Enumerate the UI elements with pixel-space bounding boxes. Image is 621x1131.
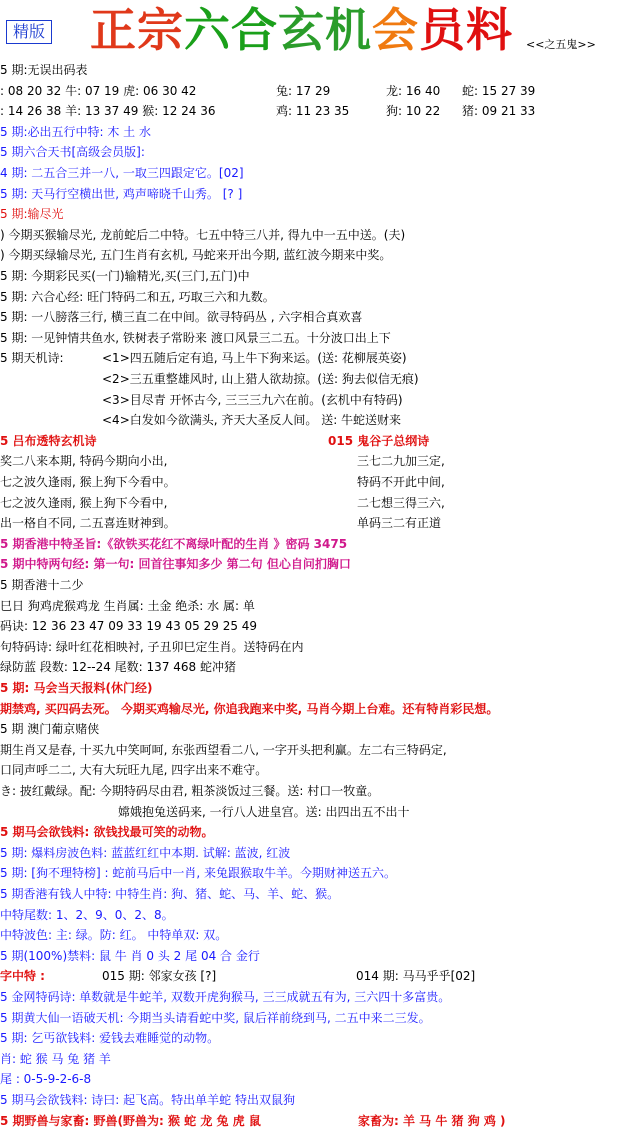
line-text: 5 期 澳门葡京赌侠 — [0, 722, 100, 737]
line-text: 014 期: 马马乎乎[02] — [356, 969, 476, 984]
line-text: 龙: 16 40 — [386, 83, 441, 98]
line-text: 狗: 10 22 — [386, 104, 441, 119]
line-text: 七之波久逢雨, 猴上狗下今看中, — [0, 495, 168, 510]
text-line — [0, 657, 621, 677]
text-line — [0, 863, 621, 883]
line-text: 5 期黄大仙一语破天机: 今期当头请看蛇中奖, 鼠后祥前绕到马, 二五中来二三发。 — [0, 1010, 431, 1025]
line-text: 015 鬼谷子总纲诗 — [328, 433, 430, 448]
text-line — [0, 781, 621, 801]
line-text: 5 期:必出五行中特: 木 土 水 — [0, 124, 151, 139]
text-line — [0, 287, 621, 307]
text-line — [0, 1049, 621, 1069]
line-text: 5 期天机诗: — [0, 351, 64, 366]
line-text: 句特码诗: 绿叶红花相映衬, 子丑卯巳定生肖。送特码在内 — [0, 639, 304, 654]
line-text: き: 披红戴绿。配: 今期特码尽由君, 粗茶淡饭过三餐。送: 村口一牧童。 — [0, 784, 380, 798]
line-text: 5 期: 乞丐欲钱料: 爱钱去难睡觉的动物。 — [0, 1031, 220, 1046]
line-text: 出一格自不同, 二五喜连财神到。 — [0, 516, 176, 531]
text-line — [0, 822, 621, 842]
line-text: : 08 20 32 牛: 07 19 虎: 06 30 42 — [0, 83, 197, 98]
line-text: 5 期马会欲钱料: 欲钱找最可笑的动物。 — [0, 825, 214, 840]
text-line — [0, 266, 621, 286]
text-line — [0, 1090, 621, 1110]
line-text: 中特尾数: 1、2、9、0、2、8。 — [0, 907, 174, 922]
text-line — [0, 204, 621, 224]
line-text: 兔: 17 29 — [276, 83, 331, 98]
page-subtitle: <<之五鬼>> — [526, 38, 596, 51]
line-text: <2>三五重整雄风时, 山上猎人欲劫掠。(送: 狗去似信无痕) — [102, 372, 419, 386]
text-line — [0, 472, 621, 492]
line-text: 015 期: 邻家女孩 [?] — [102, 969, 217, 984]
line-text: 5 期: 今期彩民买(一门)输精光,买(三门,五门)中 — [0, 269, 250, 283]
text-line — [0, 637, 621, 657]
text-line — [0, 966, 621, 986]
line-text: 中特波色: 主: 绿。防: 红。 中特单双: 双。 — [0, 928, 228, 943]
text-line — [0, 410, 621, 430]
line-text: 二七想三得三六, — [357, 495, 445, 510]
text-line — [0, 1111, 621, 1131]
line-text: ) 今期买绿输尽光, 五门生肖有玄机, 马蛇来开出今期, 蓝红波今期来中奖。 — [0, 248, 392, 263]
line-text: 三七二九加三定, — [357, 454, 445, 469]
line-text: 尾 : 0-5-9-2-6-8 — [0, 1072, 92, 1087]
title-char: 宗 — [137, 3, 184, 57]
line-text: 5 期:输尽光 — [0, 207, 64, 222]
line-text: 5 期(100%)禁料: 鼠 牛 肖 0 头 2 尾 04 合 金行 — [0, 948, 260, 963]
title-char: 正 — [90, 3, 137, 57]
line-text: 码诀: 12 36 23 47 09 33 19 43 05 29 25 49 — [0, 619, 258, 634]
text-line — [0, 390, 621, 410]
text-line — [0, 60, 621, 80]
line-text: 5 期马会欲钱料: 诗曰: 起飞高。特出单羊蛇 特出双鼠狗 — [0, 1093, 295, 1107]
line-text: 5 期香港有钱人中特: 中特生肖: 狗、猪、蛇、马、羊、蛇、猴。 — [0, 887, 340, 901]
line-text: 5 期: 马会当天报料(休门经) — [0, 681, 153, 695]
text-line — [0, 843, 621, 863]
text-line — [0, 81, 621, 101]
line-text: 5 期六合天书[高级会员版]: — [0, 145, 145, 160]
line-text: 5 期: 天马行空横出世, 鸡声啼晓千山秀。 [? ] — [0, 186, 243, 201]
line-text: 5 期: 爆料房波色料: 蓝蓝红红中本期. 试解: 蓝波, 红波 — [0, 845, 291, 860]
line-text: 期禁鸡, 买四码去死。 今期买鸡输尽光, 你追我跑来中奖, 马肖今期上台难。还有特肖彩民想。 — [0, 701, 499, 716]
line-text: 猪: 09 21 33 — [462, 104, 536, 119]
text-line — [0, 678, 621, 698]
text-line — [0, 802, 621, 822]
line-text: 5 期:无误出码表 — [0, 63, 88, 77]
text-line — [0, 740, 621, 760]
text-line — [0, 616, 621, 636]
line-text: 绿防蓝 段数: 12--24 尾数: 137 468 蛇冲猪 — [0, 660, 236, 675]
line-text: 口同声呼二二, 大有大玩旺九尾, 四字出来不难守。 — [0, 763, 268, 778]
page-header — [0, 0, 621, 60]
line-text: 蛇: 15 27 39 — [462, 83, 536, 98]
text-line — [0, 554, 621, 574]
line-text: 七之波久逢雨, 猴上狗下今看中。 — [0, 475, 176, 489]
title-char: 机 — [325, 3, 372, 57]
text-line — [0, 369, 621, 389]
text-line — [0, 328, 621, 348]
line-text: 嫦娥抱兔送码来, 一行八人进皇宫。送: 出四出五不出十 — [118, 804, 410, 819]
text-line — [0, 905, 621, 925]
text-line — [0, 719, 621, 739]
line-text: 肖: 蛇 猴 马 兔 猪 羊 — [0, 1051, 111, 1066]
text-line — [0, 575, 621, 595]
text-line — [0, 699, 621, 719]
line-text: 5 期: 一八膀落三行, 横三直二在中间。欲寻特码丛 , 六字相合真欢喜 — [0, 310, 363, 325]
text-line — [0, 142, 621, 162]
line-text: 期生肖又是春, 十买九中笑呵呵, 东张西望看二八, 一字开头把利赢。左二右三特码定, — [0, 742, 447, 757]
text-line — [0, 884, 621, 904]
line-text: 单码三二有正道 — [357, 516, 442, 531]
line-text: <1>四五随后定有追, 马上牛下狗来运。(送: 花柳展英姿) — [102, 351, 407, 366]
text-line — [0, 184, 621, 204]
line-text: 5 期野兽与家畜: 野兽(野兽为: 猴 蛇 龙 兔 虎 鼠 — [0, 1113, 261, 1128]
title-char: 玄 — [278, 3, 325, 57]
line-text: <4>白发如今欲满头, 齐天大圣反人间。 送: 牛蛇送财来 — [102, 413, 402, 428]
text-line — [0, 122, 621, 142]
line-text: 5 期: 六合心经: 旺门特码二和五, 巧取三六和九数。 — [0, 289, 275, 304]
text-line — [0, 451, 621, 471]
line-text: : 14 26 38 羊: 13 37 49 猴: 12 24 36 — [0, 104, 216, 119]
text-line — [0, 163, 621, 183]
text-line — [0, 513, 621, 533]
line-text: 5 金网特码诗: 单数就是牛蛇羊, 双数开虎狗猴马, 三三成就五有为, 三六四十多富贵。 — [0, 990, 451, 1004]
text-line — [0, 925, 621, 945]
text-line — [0, 1028, 621, 1048]
line-text: <3>目尽青 开怀古今, 三三三九六在前。(玄机中有特码) — [102, 392, 403, 407]
line-text: 5 期香港中特圣旨:《欲铁买花红不离绿叶配的生肖 》密码 3475 — [0, 536, 348, 551]
line-text: 5 期: 一见钟情共鱼水, 铁树表子常盼来 渡口风景三二五。十分波口出上下 — [0, 330, 391, 345]
text-line — [0, 101, 621, 121]
text-line — [0, 987, 621, 1007]
title-char: 合 — [231, 3, 278, 57]
line-text: 5 期香港十二少 — [0, 578, 84, 592]
line-text: 4 期: 二五合三并一八, 一取三四跟定它。[02] — [0, 166, 244, 180]
title-char: 员 — [419, 3, 466, 57]
text-line — [0, 1008, 621, 1028]
text-line — [0, 534, 621, 554]
text-line — [0, 760, 621, 780]
line-text: 字中特 : — [0, 969, 45, 984]
text-line — [0, 1069, 621, 1089]
line-text: 特码不开此中间, — [357, 475, 445, 489]
edition-badge: 精版 — [6, 20, 52, 44]
title-char: 六 — [184, 3, 231, 57]
text-line — [0, 431, 621, 451]
line-text: 5 期中特两句经: 第一句: 回首往事知多少 第二句 但心自问扪胸口 — [0, 557, 351, 572]
text-line — [0, 307, 621, 327]
line-text: ) 今期买猴输尽光, 龙前蛇后二中特。七五中特三八并, 得九中一五中送。(夫) — [0, 227, 406, 242]
line-text: 奖二八来本期, 特码今期向小出, — [0, 454, 168, 469]
text-line — [0, 493, 621, 513]
text-line — [0, 596, 621, 616]
text-line — [0, 245, 621, 265]
line-text: 巳日 狗鸡虎猴鸡龙 生肖属: 土金 绝杀: 水 属: 单 — [0, 598, 255, 613]
title-char: 料 — [466, 3, 513, 57]
line-text: 鸡: 11 23 35 — [276, 104, 350, 119]
text-line — [0, 225, 621, 245]
line-text: 5 吕布透特玄机诗 — [0, 433, 97, 448]
line-text: 家畜为: 羊 马 牛 猪 狗 鸡 ) — [358, 1113, 506, 1128]
line-text: 5 期: [狗不理特榜] : 蛇前马后中一肖, 来兔跟猴取牛羊。今期财神送五六。 — [0, 866, 396, 881]
page-title — [90, 2, 513, 58]
text-line — [0, 946, 621, 966]
text-line — [0, 348, 621, 368]
title-char: 会 — [372, 3, 419, 57]
